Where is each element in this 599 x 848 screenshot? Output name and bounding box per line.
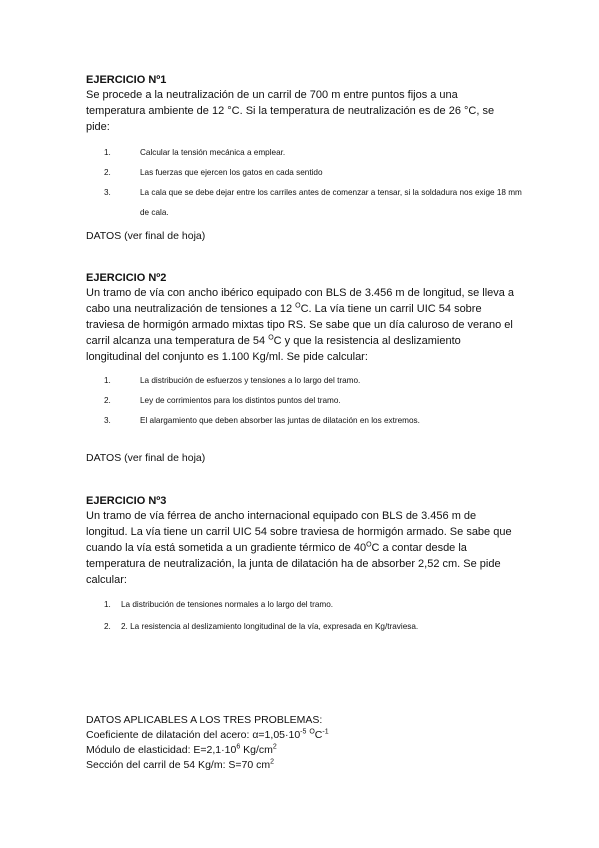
list-item [104, 616, 524, 638]
applicable-elasticity: Módulo de elasticidad: $E=2,1\cdot 10^6$ $Kg/cm^2$ [86, 743, 277, 756]
list-item [104, 371, 524, 391]
list-item-text: El alargamiento que deben absorber las juntas de dilatación en los extremos. [140, 416, 420, 425]
list-item-number: 3. [104, 188, 111, 197]
list-item-text: 2. La resistencia al deslizamiento longitudinal de la vía, expresada en Kg/traviesa. [121, 622, 419, 631]
exercise-3-title: EJERCICIO Nº3 [86, 495, 167, 507]
exercise-2-list [104, 371, 524, 431]
exercise-1 [86, 73, 516, 135]
list-item-text: La distribución de esfuerzos y tensiones a lo largo del tramo. [140, 376, 361, 385]
applicable-data [86, 713, 386, 773]
applicable-dilatation: Coeficiente de dilatación del acero: $\alpha=1,05\cdot 10^{-5}$ $^OC^{-1}$ [86, 728, 329, 741]
applicable-section: Sección del carril de 54 Kg/m: S=70 $cm^2$ [86, 758, 275, 771]
exercise-1-list [104, 143, 524, 223]
list-item-text: La cala que se debe dejar entre los carriles antes de comenzar a tensar, si la soldadura nos exige 18 mm de cala. [140, 188, 522, 217]
list-item-number: 2. [104, 622, 111, 631]
list-item [104, 163, 524, 183]
exercise-2-datos: DATOS (ver final de hoja) [86, 452, 206, 464]
exercise-1-statement: Se procede a la neutralización de un carril de 700 m entre puntos fijos a una temperatura ambiente de 12 °C. Si la temperatura de neutralización es de 26 °C, se pide: [86, 89, 495, 133]
exercise-1-datos: DATOS (ver final de hoja) [86, 230, 206, 242]
exercise-1-title: EJERCICIO Nº1 [86, 74, 167, 86]
list-item-number: 1. [104, 600, 111, 609]
applicable-heading: DATOS APLICABLES A LOS TRES PROBLEMAS: [86, 714, 323, 726]
list-item [104, 411, 524, 431]
list-item [104, 143, 524, 163]
exercise-2 [86, 271, 516, 365]
list-item-number: 3. [104, 416, 111, 425]
exercise-2-title: EJERCICIO Nº2 [86, 272, 167, 284]
exercise-3 [86, 494, 516, 588]
list-item [104, 391, 524, 411]
list-item-number: 2. [104, 396, 111, 405]
list-item-text: La distribución de tensiones normales a lo largo del tramo. [121, 600, 334, 609]
list-item-number: 1. [104, 376, 111, 385]
list-item [104, 594, 524, 616]
list-item-number: 1. [104, 148, 111, 157]
list-item [104, 183, 524, 223]
exercise-2-statement: Un tramo de vía con ancho ibérico equipado con BLS de 3.456 m de longitud, se lleva a cabo una neutralización de tensiones a 12 $^O$C. La vía tiene un carril UIC 54 sobre traviesa de hormigón armado mixtas tipo RS. Se sabe que un día caluroso de verano el carril alcanza una temperatura de 54 $^O$C y que la resistencia al deslizamiento longitudinal del conjunto es 1.100 Kg/ml. Se pide calcular: [86, 287, 515, 363]
list-item-text: Las fuerzas que ejercen los gatos en cada sentido [140, 168, 323, 177]
list-item-text: Calcular la tensión mecánica a emplear. [140, 148, 286, 157]
exercise-3-list [104, 594, 524, 638]
exercise-3-statement: Un tramo de vía férrea de ancho internacional equipado con BLS de 3.456 m de longitud. La vía tiene un carril UIC 54 sobre traviesa de hormigón armado. Se sabe que cuando la vía está sometida a un gradiente térmico de $40^OC$ a contar desde la temperatura de neutralización, la junta de dilatación ha de absorber 2,52 cm. Se pide calcular: [86, 510, 512, 586]
list-item-text: Ley de corrimientos para los distintos puntos del tramo. [140, 396, 341, 405]
list-item-number: 2. [104, 168, 111, 177]
